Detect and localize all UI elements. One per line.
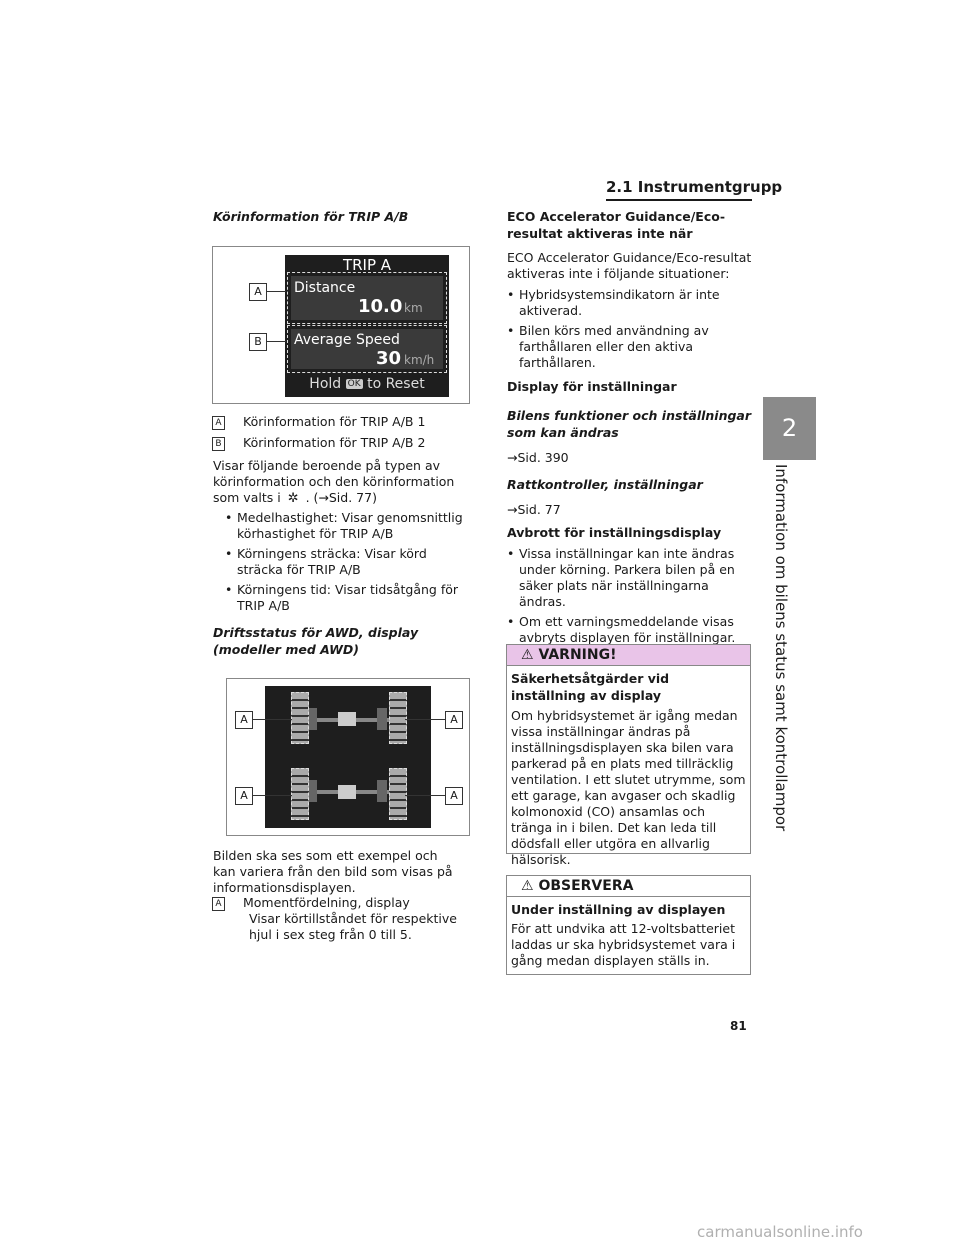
distance-label: Distance [294, 280, 356, 296]
functions-ref-link[interactable]: →Sid. 390 [507, 450, 569, 465]
distance-value: 10.0 [358, 296, 403, 317]
ok-button-icon: OK [347, 379, 361, 389]
awd-callout: A [235, 787, 253, 805]
warning-body: Om hybridsystemet är igång medan vissa inställningar ändras på inställningsdisplayen ska bilen vara parkerad på en plats med tillräcklig ventilation. I ett slutet utrymme, som ett garage, kan avgaser och skadlig kolmonoxid (CO) ansamlas och tränga in i bilen. Det kan leda till dödsfall eller utgöra en allvarlig hälsorisk. [511, 708, 746, 867]
watermark: carmanualsonline.info [697, 1223, 863, 1241]
list-item: • Körningens tid: Visar tidsåtgång för TRIP A/B [225, 582, 469, 614]
list-item: • Medelhastighet: Visar genomsnittlig körhastighet för TRIP A/B [225, 510, 469, 542]
callout-b: B [249, 333, 267, 351]
warning-title: VARNING! [538, 647, 617, 663]
eco-bullets [507, 287, 737, 371]
list-item: • Körningens sträcka: Visar körd sträcka för TRIP A/B [225, 546, 469, 578]
notice-box [506, 875, 751, 975]
awd-screen [265, 686, 431, 828]
warning-subtitle: Säkerhetsåtgärder vid inställning av display [511, 671, 670, 703]
awd-callout: A [445, 711, 463, 729]
trip-figure [212, 246, 470, 404]
legend-b: B Körinformation för TRIP A/B 2 [212, 435, 425, 451]
trip-bullets [225, 510, 469, 614]
notice-header [507, 876, 750, 897]
notice-title: OBSERVERA [538, 878, 634, 894]
warning-box [506, 644, 751, 867]
steering-ref-link[interactable]: →Sid. 77 [507, 502, 561, 517]
header-rule [606, 199, 752, 201]
awd-legend-tag: A [212, 897, 225, 911]
avg-speed-label: Average Speed [294, 332, 400, 348]
wheel-front-right [389, 692, 407, 744]
notice-subtitle: Under inställning av displayen [511, 902, 726, 917]
functions-heading: Bilens funktioner och inställningar som kan ändras [507, 408, 752, 440]
hold-text: Hold [309, 376, 342, 392]
legend-a: A Körinformation för TRIP A/B 1 [212, 414, 425, 430]
awd-callout: A [235, 711, 253, 729]
callout-b-line [266, 341, 286, 342]
avg-speed-value: 30 [376, 348, 402, 369]
awd-figure [226, 678, 470, 836]
awd-legend: A Momentfördelning, display Visar körtillståndet för respektive hjul i sex steg från 0 till 5. [212, 895, 474, 943]
chapter-title-vertical [760, 464, 820, 832]
wheel-rear-right [389, 768, 407, 820]
section-title: 2.1 Instrumentgrupp [606, 178, 783, 196]
reset-text: to Reset [367, 376, 425, 392]
callout-a-line [266, 291, 286, 292]
trip-title: TRIP A [342, 256, 392, 274]
trip-screen [285, 255, 449, 397]
trip-intro: Visar följande beroende på typen av körinformation och den körinformation som valts i ✲ . (→Sid. 77) [213, 458, 455, 506]
distance-unit: km [404, 301, 423, 315]
chapter-title-text: Information om bilens status samt kontrollampor [772, 464, 790, 832]
wheel-front-left [291, 692, 309, 744]
awd-heading: Driftsstatus för AWD, display (modeller med AWD) [213, 625, 419, 657]
eco-heading: ECO Accelerator Guidance/Eco-resultat aktiveras inte när [507, 209, 726, 241]
callout-a: A [249, 283, 267, 301]
list-item: • Hybridsystemsindikatorn är inte aktiverad. [507, 287, 737, 319]
legend-b-tag: B [212, 437, 225, 451]
warning-header [507, 645, 750, 666]
chapter-tab[interactable]: 2 [763, 397, 816, 460]
page-number: 81 [730, 1019, 747, 1033]
eco-intro: ECO Accelerator Guidance/Eco-resultat aktiveras inte i följande situationer: [507, 250, 752, 281]
warning-icon: ⚠ [521, 647, 534, 663]
abort-heading: Avbrott för inställningsdisplay [507, 525, 722, 540]
settings-heading: Display för inställningar [507, 379, 677, 394]
trip-heading: Körinformation för TRIP A/B [213, 209, 409, 224]
gear-icon: ✲ [287, 491, 299, 506]
list-item: • Vissa inställningar kan inte ändras under körning. Parkera bilen på en säker plats när inställningarna ändras. [507, 546, 747, 610]
legend-a-tag: A [212, 416, 225, 430]
abort-bullets [507, 546, 747, 646]
steering-heading: Rattkontroller, inställningar [507, 477, 703, 492]
wheel-rear-left [291, 768, 309, 820]
list-item: • Om ett varningsmeddelande visas avbryts displayen för inställningar. [507, 614, 747, 646]
trip-footer [285, 376, 449, 392]
notice-icon: ⚠ [521, 878, 534, 894]
awd-callout: A [445, 787, 463, 805]
list-item: • Bilen körs med användning av farthållaren eller den aktiva farthållaren. [507, 323, 737, 371]
trip-row-a [287, 272, 447, 324]
trip-row-b [287, 325, 447, 373]
awd-note: Bilden ska ses som ett exempel och kan variera från den bild som visas på informationsdisplayen. [213, 848, 453, 895]
notice-body: För att undvika att 12-voltsbatteriet laddas ur ska hybridsystemet vara i gång medan displayen ställs in. [511, 921, 736, 968]
avg-speed-unit: km/h [404, 353, 435, 367]
